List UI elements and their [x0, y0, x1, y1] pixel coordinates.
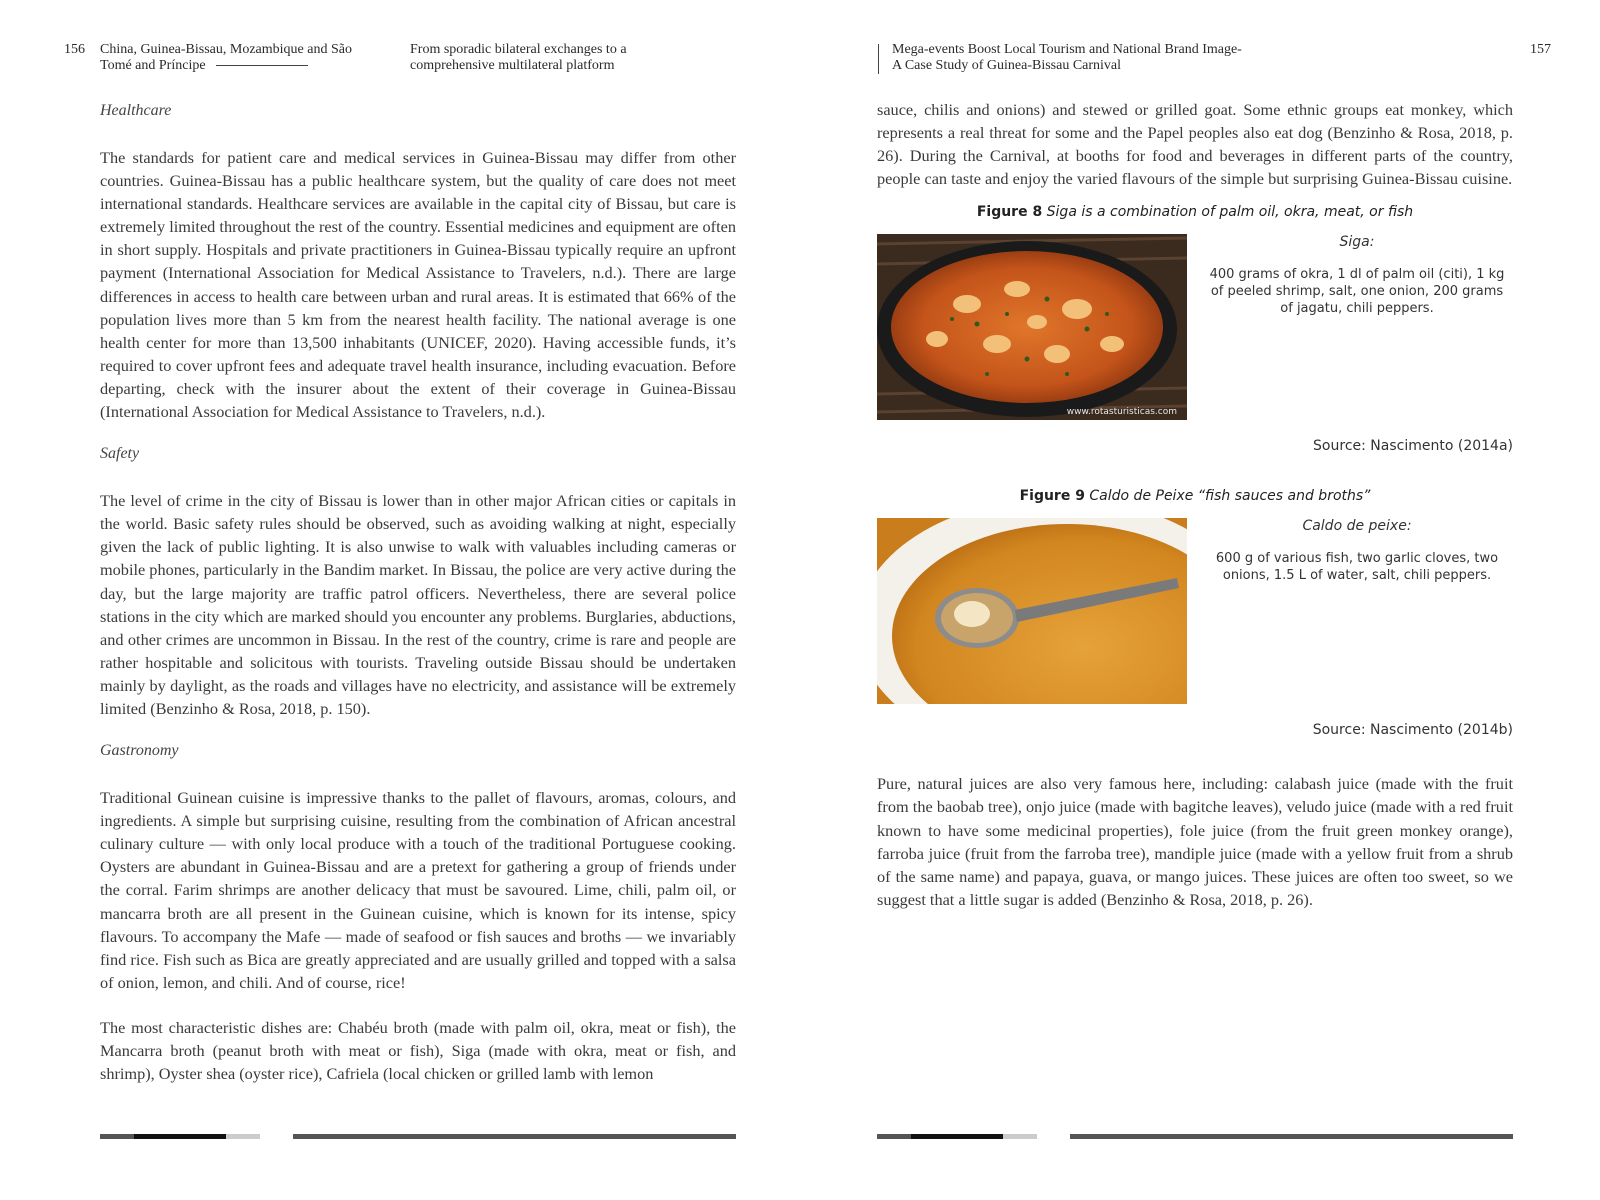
section-heading-gastronomy: Gastronomy: [100, 742, 179, 760]
figure-8-caption-text: Siga is a combination of palm oil, okra, meat, or fish: [1046, 204, 1414, 221]
siga-recipe-title: Siga:: [1339, 234, 1375, 251]
left-running-chapter: From sporadic bilateral exchanges to a comprehensive multilateral platform: [410, 42, 627, 73]
left-running-title-text: China, Guinea-Bissau, Mozambique and São Tomé and Príncipe: [100, 42, 352, 73]
figure-9: [877, 518, 1513, 708]
paragraph-juices: Pure, natural juices are also very famous here, including: calabash juice (made with the fruit from the baobab tree), onjo juice (made with bagitche leaves), veludo juice (made with a red fruit known to have some medicinal properties), fole juice (from the fruit green monkey orange), farroba juice (fruit from the farroba tree), mandiple juice (made with a yellow fruit from a shrub of the same name) and papaya, guava, or mango juices. These juices are often too sweet, so we suggest that a little sugar is added (Benzinho & Rosa, 2018, p. 26).: [877, 774, 1513, 909]
right-running-title-line2: A Case Study of Guinea-Bissau Carnival: [892, 58, 1122, 73]
header-rule: [216, 65, 308, 66]
left-page-body: [100, 98, 736, 1107]
paragraph-healthcare: The standards for patient care and medical services in Guinea-Bissau may differ from other countries. Guinea-Bissau has a public healthcare system, but the quality of care does not meet international standards. Healthcare services are available in the capital city of Bissau, but care is extremely limited throughout the rest of the country. Essential medicines and equipment are often in short supply. Hospitals and private practitioners in Guinea-Bissau typically require an upfront payment (International Association for Medical Assistance to Travelers, n.d.). There are large differences in access to health care between urban and rural areas. It is estimated that 66% of the population lives more than 5 km from the nearest health facility. The national average is one health center for more than 13,500 inhabitants (UNICEF, 2020). Having accessible funds, it’s required to cover upfront fees and adequate travel health insurance, including evacuation. Before departing, check with the insurer about the extent of their coverage in Guinea-Bissau (International Association for Medical Assistance to Travelers, n.d.).: [100, 148, 736, 422]
caldo-recipe-text: 600 g of various fish, two garlic cloves, two onions, 1.5 L of water, salt, chili peppers.: [1215, 551, 1499, 584]
paragraph-gastronomy-1: Traditional Guinean cuisine is impressive thanks to the pallet of flavours, aromas, colours, and ingredients. A simple but surprising cuisine, resulting from the combination of African ancestral culinary culture — with only local produce with a touch of the traditional Portuguese cooking. Oysters are abundant in Guinea-Bissau and are a pretext for gathering a group of friends under the corral. Farim shrimps are another delicacy that must be savoured. Lime, chili, palm oil, or mancarra broth are all present in the Guinean cuisine, which is known for its intense, spicy flavours. To accompany the Mafe — made of seafood or fish sauces and broths — we invariably find rice. Fish such as Bica are greatly appreciated and are usually grilled and topped with a salsa of onion, lemon, and chili. And of course, rice!: [100, 788, 736, 992]
left-running-title: [100, 42, 360, 74]
caldo-recipe: [1207, 518, 1507, 584]
right-running-title: [892, 42, 1312, 74]
right-page-number: 157: [1530, 42, 1551, 57]
figure-8-caption: [877, 204, 1513, 220]
paragraph-gastronomy-2: The most characteristic dishes are: Chabéu broth (made with palm oil, okra, meat or fish), the Mancarra broth (peanut broth with meat or fish), Siga (made with okra, meat or fish, and shrimp), Oyster shea (oyster rice), Cafriela (local chicken or grilled lamb with lemon: [100, 1017, 736, 1084]
footer-bar-right-segment-1: [877, 1134, 911, 1139]
header-divider: [878, 44, 879, 74]
paragraph-intro: sauce, chilis and onions) and stewed or grilled goat. Some ethnic groups eat monkey, which represents a real threat for some and the Papel peoples also eat dog (Benzinho & Rosa, 2018, p. 26). During the Carnival, at booths for food and beverages in different parts of the country, people can taste and enjoy the varied flavours of the simple but surprising Guinea-Bissau cuisine.: [877, 100, 1513, 189]
siga-recipe: [1207, 234, 1507, 317]
right-page-body: [877, 98, 1513, 933]
figure-9-label: Figure 9: [1019, 488, 1085, 505]
figure-8-source: Source: Nascimento (2014a): [1313, 438, 1513, 455]
section-heading-healthcare: Healthcare: [100, 102, 172, 119]
photo-watermark: www.rotasturisticas.com: [1066, 407, 1177, 418]
footer-bar-right-segment-3: [1003, 1134, 1037, 1139]
caldo-de-peixe-photo: [877, 518, 1187, 704]
right-running-title-line1: Mega-events Boost Local Tourism and National Brand Image-: [892, 42, 1242, 57]
footer-bar-right-segment-2: [911, 1134, 1003, 1139]
footer-bar-left-segment-2: [134, 1134, 226, 1139]
paragraph-safety: The level of crime in the city of Bissau is lower than in other major African cities or capitals in the world. Basic safety rules should be observed, such as avoiding walking at night, especially given the lack of public lighting. It is also unwise to walk with valuables including cameras or mobile phones, particularly in the Bandim market. In Bissau, the police are very active during the day, but the large majority are traffic patrol officers. Nevertheless, there are several police stations in the city which are marked should you encounter any problems. Burglaries, abductions, and other crimes are uncommon in Bissau. In the rest of the country, crime is rare and people are rather hospitable and solicitous with tourists. Traveling outside Bissau should be undertaken mainly by daylight, as the roads and villages have no electricity, and assistance will be extremely limited (Benzinho & Rosa, 2018, p. 150).: [100, 491, 736, 718]
section-heading-safety: Safety: [100, 445, 140, 463]
figure-8: [877, 234, 1513, 424]
figure-9-caption: [877, 488, 1513, 504]
footer-bar-right-long: [1070, 1134, 1513, 1139]
figure-8-label: Figure 8: [976, 204, 1043, 221]
siga-recipe-text: 400 grams of okra, 1 dl of palm oil (citi), 1 kg of peeled shrimp, salt, one onion, 200 grams of jagatu, chili peppers.: [1209, 267, 1505, 317]
footer-bar-left-segment-3: [226, 1134, 260, 1139]
caldo-recipe-title: Caldo de peixe:: [1302, 518, 1412, 535]
footer-bar-left-segment-1: [100, 1134, 134, 1139]
left-page-number: 156: [64, 42, 85, 57]
siga-dish-photo: [877, 234, 1187, 420]
footer-bar-left-long: [293, 1134, 736, 1139]
figure-9-source: Source: Nascimento (2014b): [1312, 722, 1513, 739]
figure-9-caption-text: Caldo de Peixe “fish sauces and broths”: [1089, 488, 1371, 505]
